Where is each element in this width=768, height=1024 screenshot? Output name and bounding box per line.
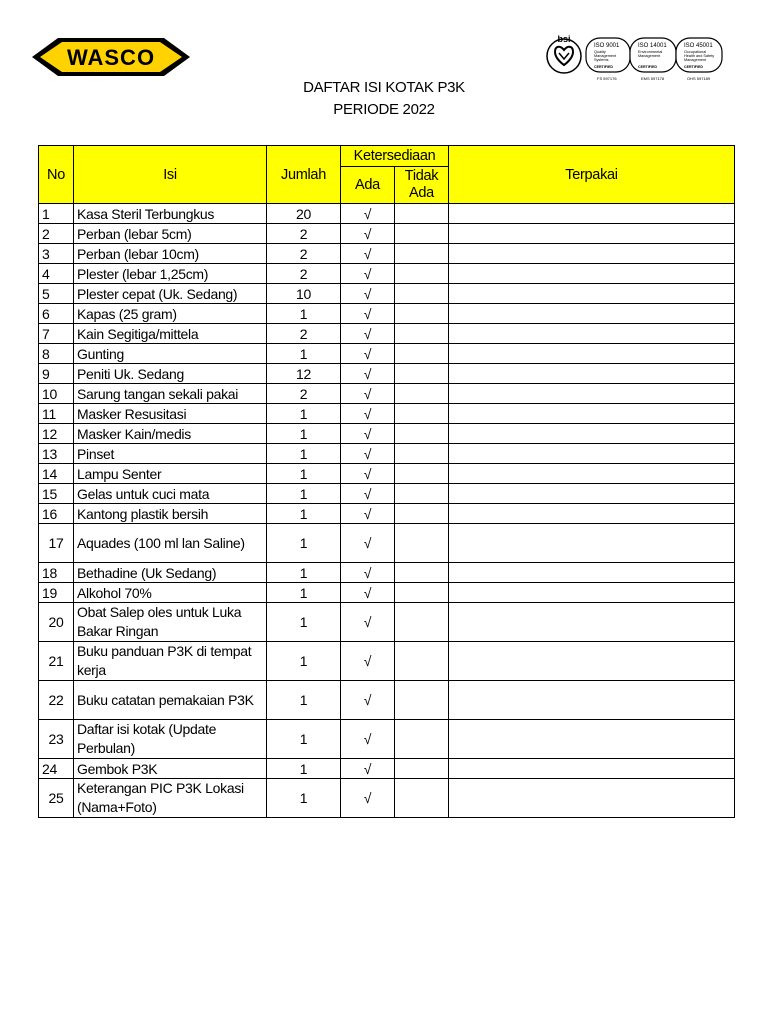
iso-badge-text: CERTIFIED — [638, 65, 657, 69]
row-terpakai — [449, 642, 735, 681]
row-ada: √ — [341, 364, 395, 384]
iso-badge-text: Occupational — [684, 50, 707, 54]
row-tidak-ada — [395, 464, 449, 484]
header-terpakai: Terpakai — [449, 146, 735, 204]
row-isi: Pinset — [74, 444, 267, 464]
table-row — [39, 759, 735, 779]
row-isi: Kapas (25 gram) — [74, 304, 267, 324]
row-jumlah: 1 — [267, 344, 341, 364]
row-ada: √ — [341, 204, 395, 224]
logo-text: WASCO — [66, 45, 156, 70]
row-ada: √ — [341, 464, 395, 484]
header-ketersediaan: Ketersediaan — [341, 146, 449, 167]
row-terpakai — [449, 204, 735, 224]
row-jumlah: 1 — [267, 484, 341, 504]
iso-9001-badge — [586, 38, 630, 81]
row-ada: √ — [341, 563, 395, 583]
row-terpakai — [449, 681, 735, 720]
iso-14001-badge — [630, 38, 676, 81]
iso-badge-text: Health and Safety — [684, 54, 715, 58]
header-jumlah: Jumlah — [267, 146, 341, 204]
row-no: 13 — [39, 444, 74, 464]
iso-badge-text: ISO 9001 — [594, 43, 620, 49]
row-jumlah: 1 — [267, 404, 341, 424]
document-title: DAFTAR ISI KOTAK P3K — [303, 79, 465, 96]
row-tidak-ada — [395, 224, 449, 244]
row-terpakai — [449, 464, 735, 484]
row-terpakai — [449, 504, 735, 524]
row-tidak-ada — [395, 304, 449, 324]
row-terpakai — [449, 583, 735, 603]
row-jumlah: 1 — [267, 720, 341, 759]
row-isi: Gunting — [74, 344, 267, 364]
table-row — [39, 384, 735, 404]
iso-badge-text: Environmental — [638, 50, 663, 54]
iso-badge-text: Quality — [594, 50, 606, 54]
document-period: PERIODE 2022 — [333, 101, 435, 118]
table-row — [39, 464, 735, 484]
row-tidak-ada — [395, 504, 449, 524]
row-tidak-ada — [395, 759, 449, 779]
row-isi: Peniti Uk. Sedang — [74, 364, 267, 384]
row-ada: √ — [341, 384, 395, 404]
table-row — [39, 224, 735, 244]
row-tidak-ada — [395, 284, 449, 304]
row-ada: √ — [341, 304, 395, 324]
row-tidak-ada — [395, 642, 449, 681]
row-terpakai — [449, 344, 735, 364]
bsi-label: bsi — [557, 34, 571, 44]
iso-badge-text: CERTIFIED — [594, 65, 613, 69]
row-jumlah: 1 — [267, 424, 341, 444]
row-tidak-ada — [395, 603, 449, 642]
row-jumlah: 20 — [267, 204, 341, 224]
row-tidak-ada — [395, 264, 449, 284]
row-jumlah: 2 — [267, 384, 341, 404]
row-terpakai — [449, 304, 735, 324]
iso-badge-text: OHS 597189 — [687, 76, 711, 81]
row-jumlah: 1 — [267, 779, 341, 818]
header-ada: Ada — [341, 167, 395, 204]
row-terpakai — [449, 384, 735, 404]
row-tidak-ada — [395, 779, 449, 818]
row-isi: Plester cepat (Uk. Sedang) — [74, 284, 267, 304]
table-row — [39, 304, 735, 324]
table-row — [39, 264, 735, 284]
row-tidak-ada — [395, 681, 449, 720]
iso-badge-text: CERTIFIED — [684, 65, 703, 69]
row-jumlah: 1 — [267, 583, 341, 603]
row-isi: Aquades (100 ml lan Saline) — [74, 524, 267, 563]
row-isi: Buku panduan P3K di tempat kerja — [74, 642, 267, 681]
row-terpakai — [449, 264, 735, 284]
row-jumlah: 2 — [267, 324, 341, 344]
iso-badge-text: Management — [594, 54, 617, 58]
row-terpakai — [449, 424, 735, 444]
row-terpakai — [449, 603, 735, 642]
row-no: 7 — [39, 324, 74, 344]
row-isi: Kain Segitiga/mittela — [74, 324, 267, 344]
row-jumlah: 1 — [267, 524, 341, 563]
row-tidak-ada — [395, 324, 449, 344]
row-jumlah: 1 — [267, 603, 341, 642]
row-jumlah: 1 — [267, 759, 341, 779]
iso-badge-text: Management — [684, 58, 707, 62]
iso-badge-text: Systems — [594, 58, 609, 62]
row-jumlah: 1 — [267, 304, 341, 324]
row-isi: Keterangan PIC P3K Lokasi (Nama+Foto) — [74, 779, 267, 818]
row-no: 5 — [39, 284, 74, 304]
row-terpakai — [449, 444, 735, 464]
row-terpakai — [449, 224, 735, 244]
row-no: 14 — [39, 464, 74, 484]
header-no: No — [39, 146, 74, 204]
row-isi: Kantong plastik bersih — [74, 504, 267, 524]
row-terpakai — [449, 284, 735, 304]
row-tidak-ada — [395, 484, 449, 504]
row-no: 12 — [39, 424, 74, 444]
iso-badge-text: ISO 14001 — [638, 43, 667, 49]
row-ada: √ — [341, 224, 395, 244]
row-terpakai — [449, 563, 735, 583]
table-row — [39, 524, 735, 563]
row-terpakai — [449, 759, 735, 779]
row-isi: Masker Resusitasi — [74, 404, 267, 424]
row-ada: √ — [341, 424, 395, 444]
row-tidak-ada — [395, 204, 449, 224]
row-no: 9 — [39, 364, 74, 384]
table-row — [39, 324, 735, 344]
p3k-inventory-table — [38, 145, 735, 818]
row-jumlah: 1 — [267, 444, 341, 464]
row-ada: √ — [341, 324, 395, 344]
row-tidak-ada — [395, 384, 449, 404]
row-ada: √ — [341, 264, 395, 284]
row-ada: √ — [341, 583, 395, 603]
row-no: 23 — [39, 720, 74, 759]
table-row — [39, 284, 735, 304]
row-terpakai — [449, 364, 735, 384]
row-no: 17 — [39, 524, 74, 563]
wasco-logo — [30, 36, 192, 78]
row-ada: √ — [341, 720, 395, 759]
table-row — [39, 344, 735, 364]
row-jumlah: 2 — [267, 224, 341, 244]
table-row — [39, 583, 735, 603]
table-row — [39, 603, 735, 642]
table-row — [39, 642, 735, 681]
row-isi: Gembok P3K — [74, 759, 267, 779]
row-ada: √ — [341, 284, 395, 304]
table-row — [39, 484, 735, 504]
row-terpakai — [449, 524, 735, 563]
row-jumlah: 12 — [267, 364, 341, 384]
row-no: 25 — [39, 779, 74, 818]
row-ada: √ — [341, 244, 395, 264]
row-jumlah: 1 — [267, 464, 341, 484]
row-isi: Obat Salep oles untuk Luka Bakar Ringan — [74, 603, 267, 642]
row-ada: √ — [341, 681, 395, 720]
table-row — [39, 204, 735, 224]
row-no: 24 — [39, 759, 74, 779]
row-ada: √ — [341, 603, 395, 642]
row-terpakai — [449, 324, 735, 344]
row-ada: √ — [341, 759, 395, 779]
row-ada: √ — [341, 642, 395, 681]
iso-45001-badge — [676, 38, 722, 81]
row-tidak-ada — [395, 404, 449, 424]
table-row — [39, 504, 735, 524]
row-no: 18 — [39, 563, 74, 583]
row-tidak-ada — [395, 344, 449, 364]
row-isi: Lampu Senter — [74, 464, 267, 484]
row-ada: √ — [341, 444, 395, 464]
row-ada: √ — [341, 779, 395, 818]
row-tidak-ada — [395, 524, 449, 563]
iso-badge-text: EMS 597178 — [641, 76, 665, 81]
row-ada: √ — [341, 524, 395, 563]
table-row — [39, 404, 735, 424]
row-isi: Masker Kain/medis — [74, 424, 267, 444]
row-terpakai — [449, 484, 735, 504]
row-ada: √ — [341, 484, 395, 504]
row-terpakai — [449, 244, 735, 264]
row-jumlah: 1 — [267, 681, 341, 720]
row-isi: Gelas untuk cuci mata — [74, 484, 267, 504]
row-ada: √ — [341, 504, 395, 524]
row-isi: Buku catatan pemakaian P3K — [74, 681, 267, 720]
table-body — [39, 204, 735, 818]
table-row — [39, 244, 735, 264]
row-ada: √ — [341, 344, 395, 364]
bsi-kitemark-icon — [547, 34, 581, 73]
row-jumlah: 1 — [267, 504, 341, 524]
header-tidak-ada: Tidak Ada — [395, 167, 449, 204]
row-no: 4 — [39, 264, 74, 284]
row-terpakai — [449, 404, 735, 424]
row-tidak-ada — [395, 583, 449, 603]
row-isi: Kasa Steril Terbungkus — [74, 204, 267, 224]
row-isi: Daftar isi kotak (Update Perbulan) — [74, 720, 267, 759]
table-row — [39, 364, 735, 384]
row-ada: √ — [341, 404, 395, 424]
row-isi: Perban (lebar 5cm) — [74, 224, 267, 244]
row-tidak-ada — [395, 563, 449, 583]
row-no: 2 — [39, 224, 74, 244]
row-tidak-ada — [395, 244, 449, 264]
row-no: 1 — [39, 204, 74, 224]
row-no: 22 — [39, 681, 74, 720]
table-row — [39, 720, 735, 759]
row-no: 16 — [39, 504, 74, 524]
row-isi: Sarung tangan sekali pakai — [74, 384, 267, 404]
row-tidak-ada — [395, 424, 449, 444]
row-jumlah: 2 — [267, 244, 341, 264]
row-tidak-ada — [395, 720, 449, 759]
row-no: 21 — [39, 642, 74, 681]
row-no: 10 — [39, 384, 74, 404]
row-no: 8 — [39, 344, 74, 364]
table-row — [39, 444, 735, 464]
row-no: 19 — [39, 583, 74, 603]
row-no: 6 — [39, 304, 74, 324]
table-row — [39, 681, 735, 720]
table-row — [39, 563, 735, 583]
row-jumlah: 10 — [267, 284, 341, 304]
row-tidak-ada — [395, 444, 449, 464]
row-isi: Plester (lebar 1,25cm) — [74, 264, 267, 284]
row-jumlah: 1 — [267, 642, 341, 681]
row-jumlah: 2 — [267, 264, 341, 284]
row-no: 11 — [39, 404, 74, 424]
row-isi: Bethadine (Uk Sedang) — [74, 563, 267, 583]
row-tidak-ada — [395, 364, 449, 384]
row-terpakai — [449, 779, 735, 818]
table-row — [39, 779, 735, 818]
table-row — [39, 424, 735, 444]
iso-badge-text: FS 597176 — [597, 76, 617, 81]
row-terpakai — [449, 720, 735, 759]
row-no: 20 — [39, 603, 74, 642]
row-isi: Perban (lebar 10cm) — [74, 244, 267, 264]
row-no: 3 — [39, 244, 74, 264]
iso-badge-text: ISO 45001 — [684, 43, 713, 49]
header-isi: Isi — [74, 146, 267, 204]
row-isi: Alkohol 70% — [74, 583, 267, 603]
row-jumlah: 1 — [267, 563, 341, 583]
row-no: 15 — [39, 484, 74, 504]
iso-badge-text: Management — [638, 54, 661, 58]
